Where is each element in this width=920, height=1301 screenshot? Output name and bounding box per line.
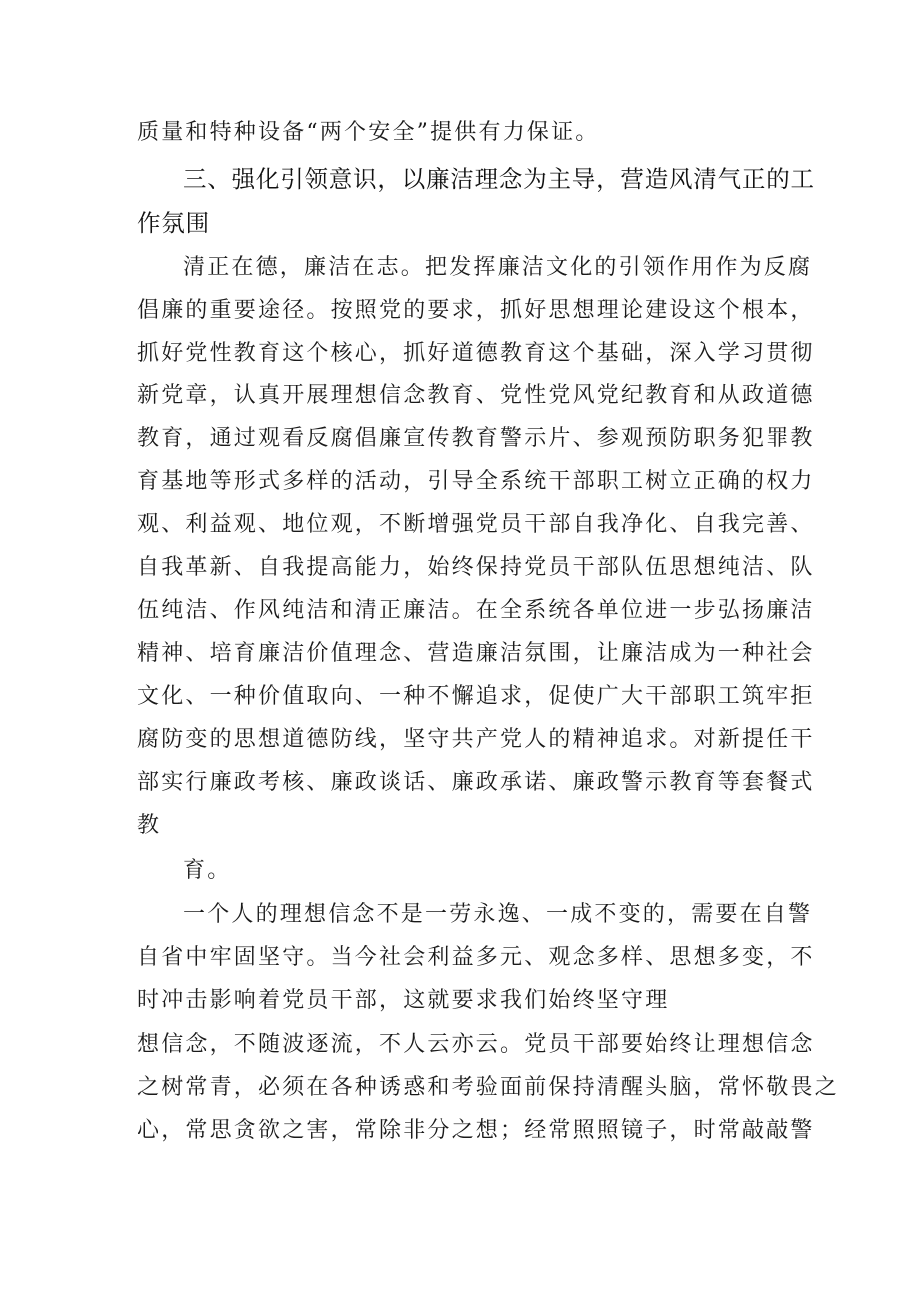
paragraph-line: 清正在德，廉洁在志。把发挥廉洁文化的引领作用作为反腐 [183,255,813,280]
paragraph-line: 新党章，认真开展理想信念教育、党性党风党纪教育和从政道德 [137,383,815,408]
paragraph-line: 质量和特种设备“两个安全”提供有力保证。 [137,120,600,145]
paragraph-line: 腐防变的思想道德防线，坚守共产党人的精神追求。对新提任干 [137,727,815,752]
paragraph-line: 教育，通过观看反腐倡廉宣传教育警示片、参观预防职务犯罪教 [137,426,815,451]
paragraph-line: 自省中牢固坚守。当今社会利益多元、观念多样、思想多变，不 [137,945,815,970]
paragraph-line: 抓好党性教育这个核心，抓好道德教育这个基础，深入学习贯彻 [137,341,815,366]
paragraph-line: 伍纯洁、作风纯洁和清正廉洁。在全系统各单位进一步弘扬廉洁 [137,598,815,623]
section-heading-line: 作氛围 [137,209,210,237]
paragraph-line: 文化、一种价值取向、一种不懈追求，促使广大干部职工筑牢拒 [137,684,815,709]
paragraph-line: 时冲击影响着党员干部，这就要求我们始终坚守理 [137,988,670,1013]
paragraph-line: 育。 [183,858,232,883]
section-heading-line: 三、强化引领意识，以廉洁理念为主导，营造风清气正的工 [183,165,815,193]
paragraph-line: 精神、培育廉洁价值理念、营造廉洁氛围，让廉洁成为一种社会 [137,641,815,666]
paragraph-line: 心，常思贪欲之害，常除非分之想；经常照照镜子，时常敲敲警 [137,1118,815,1143]
paragraph-line: 想信念，不随波逐流，不人云亦云。党员干部要始终让理想信念 [137,1032,815,1057]
paragraph-line: 倡廉的重要途径。按照党的要求，抓好思想理论建设这个根本， [137,298,815,323]
paragraph-line: 育基地等形式多样的活动，引导全系统干部职工树立正确的权力 [137,469,815,494]
paragraph-line: 教 [137,813,162,838]
paragraph-line: 观、利益观、地位观，不断增强党员干部自我净化、自我完善、 [137,512,815,537]
paragraph-line: 自我革新、自我提高能力，始终保持党员干部队伍思想纯洁、队 [137,555,815,580]
paragraph-line: 部实行廉政考核、廉政谈话、廉政承诺、廉政警示教育等套餐式 [137,770,815,795]
paragraph-line: 一个人的理想信念不是一劳永逸、一成不变的，需要在自警 [183,902,813,927]
paragraph-line: 之树常青，必须在各种诱惑和考验面前保持清醒头脑，常怀敬畏之 [137,1075,839,1100]
